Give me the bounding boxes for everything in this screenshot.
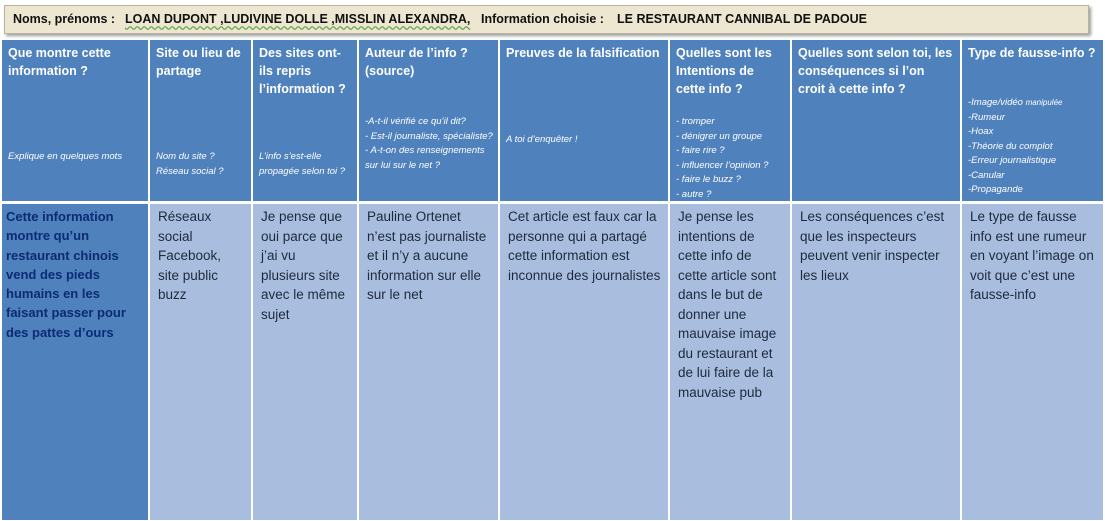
header-hint: -A-t-il vérifié ce qu’il dit? bbox=[365, 116, 466, 127]
header-preuves bbox=[500, 40, 670, 201]
header-title: Quelles sont les Intentions de cette info ? bbox=[676, 46, 772, 96]
header-hint: -Erreur journalistique bbox=[968, 155, 1057, 166]
header-title: Des sites ont-ils repris l’information ? bbox=[259, 46, 346, 96]
header-title: Preuves de la falsification bbox=[506, 46, 660, 60]
header-hint: - dénigrer un groupe bbox=[676, 130, 763, 142]
header-hint: - tromper bbox=[676, 116, 715, 127]
header-title: Quelles sont selon toi, les conséquences si l’on croit à cette info ? bbox=[798, 46, 953, 96]
answer-cell: Je pense les intentions de cette info de cette article sont dans le but de donner une mauvaise image du restaurant et de lui faire de la mauvaise pub bbox=[670, 204, 792, 520]
header-banner bbox=[4, 5, 1089, 34]
header-title: Type de fausse-info ? bbox=[968, 46, 1096, 60]
header-hint: -Canular bbox=[968, 169, 1005, 181]
header-hint: - A-t-on des renseignements sur lui sur le net ? bbox=[365, 145, 485, 171]
header-intentions bbox=[670, 40, 792, 201]
header-hint: - influencer l’opinion ? bbox=[676, 159, 769, 171]
answer-cell: Réseaux social Facebook, site public buzz bbox=[150, 204, 253, 520]
info-value: LE RESTAURANT CANNIBAL DE PADOUE bbox=[617, 12, 868, 26]
header-what bbox=[2, 40, 150, 201]
header-repris bbox=[253, 40, 359, 201]
answer-cell: Cet article est faux car la personne qui a partagé cette information est inconnue des journalistes bbox=[500, 204, 670, 520]
header-hint: - autre ? bbox=[676, 188, 712, 200]
header-hint: -Théorie du complot bbox=[968, 140, 1053, 152]
header-hint: - faire le buzz ? bbox=[676, 174, 741, 185]
answer-cell: Pauline Ortenet n’est pas journaliste et il n’y a aucune information sur elle sur le net bbox=[359, 204, 500, 520]
answer-cell: Les conséquences c’est que les inspecteurs peuvent venir inspecter les lieux bbox=[792, 204, 962, 520]
answer-cell: Le type de fausse info est une rumeur en voyant l’image on voit que c’est une fausse-info bbox=[962, 204, 1103, 520]
header-hint: -Hoax bbox=[968, 126, 994, 137]
header-hint: -Image/vidéo bbox=[968, 97, 1023, 108]
header-hint: - Est-il journaliste, spécialiste? bbox=[365, 130, 493, 142]
header-hint: Nom du site ? bbox=[156, 151, 215, 162]
header-hint: Explique en quelques mots bbox=[8, 151, 123, 162]
names-label: Noms, prénoms : bbox=[13, 12, 116, 26]
header-type bbox=[962, 40, 1103, 201]
header-site bbox=[150, 40, 253, 201]
answer-cell: Je pense que oui parce que j’ai vu plusieurs site avec le même sujet bbox=[253, 204, 359, 520]
header-auteur bbox=[359, 40, 500, 201]
header-hint: -Propagande bbox=[968, 184, 1023, 195]
fake-news-table bbox=[2, 40, 1103, 520]
header-hint-small: manipulée bbox=[1025, 98, 1063, 107]
header-hint: A toi d’enquêter ! bbox=[506, 134, 578, 145]
header-title: Que montre cette information ? bbox=[8, 46, 111, 78]
header-hint: L’info s’est-elle propagée selon toi ? bbox=[259, 151, 346, 177]
answer-cell: Cette information montre qu’un restaurant chinois vend des pieds humains en les faisant passer pour des pattes d’ours bbox=[2, 204, 150, 520]
header-consequences bbox=[792, 40, 962, 201]
names-value: LOAN DUPONT ,LUDIVINE DOLLE ,MISSLIN ALEXANDRA, bbox=[125, 12, 471, 26]
header-hint: -Rumeur bbox=[968, 111, 1005, 123]
header-title: Auteur de l’info ? (source) bbox=[365, 46, 468, 78]
header-hint: - faire rire ? bbox=[676, 145, 725, 156]
header-hint: Réseau social ? bbox=[156, 165, 224, 177]
header-title: Site ou lieu de partage bbox=[156, 46, 241, 78]
info-label: Information choisie : bbox=[481, 12, 604, 26]
